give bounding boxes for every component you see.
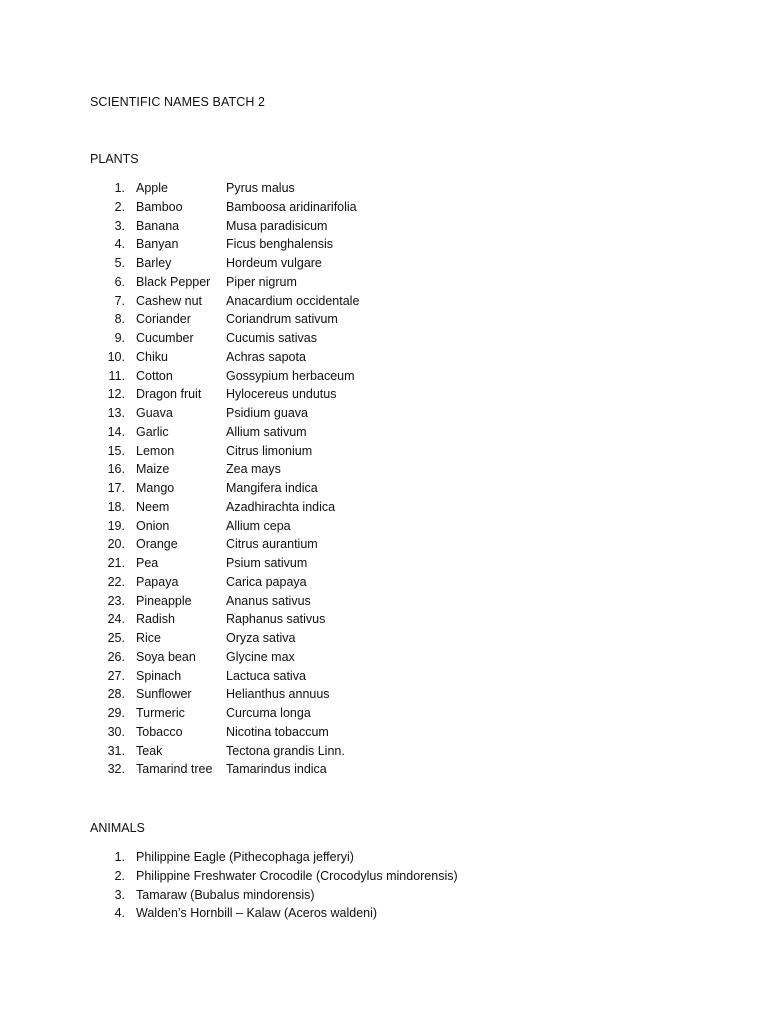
plant-list-item (0, 554, 768, 573)
plant-list-item (0, 254, 768, 273)
plant-list-item (0, 517, 768, 536)
plant-common-name: Turmeric (136, 706, 185, 720)
plant-common-name: Bamboo (136, 199, 183, 214)
plant-item-number: 30. (107, 724, 125, 739)
plant-item-number: 2. (114, 199, 125, 214)
animal-name: Tamaraw (Bubalus mindorensis) (136, 887, 315, 902)
plant-common-name: Sunflower (136, 687, 192, 702)
plant-common-name: Orange (136, 537, 178, 552)
plant-item-number: 13. (107, 406, 125, 420)
plant-common-name: Mango (136, 481, 175, 495)
animal-list-item (0, 886, 768, 905)
plant-scientific-name: Helianthus annuus (226, 687, 330, 702)
plant-list-item (0, 629, 768, 648)
plant-scientific-name: Mangifera indica (226, 481, 318, 495)
plant-common-name: Cashew nut (136, 293, 203, 308)
animal-item-number: 4. (114, 906, 125, 921)
plant-list-item (0, 460, 768, 479)
plant-list-item (0, 648, 768, 667)
plant-scientific-name: Allium cepa (226, 518, 291, 533)
plant-list-item (0, 704, 768, 723)
plant-common-name: Neem (136, 499, 170, 514)
plant-item-number: 8. (114, 312, 125, 327)
plant-scientific-name: Ananus sativus (226, 593, 311, 608)
plant-item-number: 21. (107, 556, 125, 570)
plant-item-number: 24. (107, 612, 125, 627)
plant-common-name: Spinach (136, 668, 182, 683)
plant-common-name: Tobacco (136, 724, 183, 739)
plant-list-item (0, 385, 768, 404)
plant-scientific-name: Coriandrum sativum (226, 312, 338, 327)
plant-list (0, 179, 768, 779)
plant-item-number: 15. (107, 443, 125, 458)
plant-item-number: 1. (114, 181, 125, 195)
plant-scientific-name: Piper nigrum (226, 274, 297, 289)
plant-common-name: Apple (136, 181, 168, 195)
plant-scientific-name: Bamboosa aridinarifolia (226, 199, 357, 214)
plant-scientific-name: Cucumis sativas (226, 331, 317, 345)
plant-scientific-name: Raphanus sativus (226, 612, 326, 627)
plant-item-number: 10. (107, 349, 125, 364)
plant-item-number: 28. (107, 687, 125, 702)
plant-list-item (0, 498, 768, 517)
plant-list-item (0, 329, 768, 348)
animal-item-number: 2. (114, 868, 125, 883)
plant-common-name: Cucumber (136, 331, 194, 345)
plant-scientific-name: Gossypium herbaceum (226, 368, 355, 383)
plant-scientific-name: Lactuca sativa (226, 668, 306, 683)
plant-scientific-name: Allium sativum (226, 424, 307, 439)
plant-list-item (0, 667, 768, 686)
animal-list-item (0, 867, 768, 886)
plant-item-number: 29. (107, 706, 125, 720)
plant-scientific-name: Tectona grandis Linn. (226, 743, 345, 758)
plant-scientific-name: Anacardium occidentale (226, 293, 360, 308)
plant-common-name: Coriander (136, 312, 191, 327)
plant-list-item (0, 723, 768, 742)
plant-common-name: Pea (136, 556, 159, 570)
animal-name: Philippine Eagle (Pithecophaga jefferyi) (136, 850, 354, 864)
plant-common-name: Maize (136, 462, 170, 477)
plant-list-item (0, 535, 768, 554)
plant-item-number: 7. (114, 293, 125, 308)
plant-scientific-name: Oryza sativa (226, 631, 296, 645)
plant-item-number: 32. (107, 762, 125, 777)
plant-item-number: 6. (114, 274, 125, 289)
animal-list-item (0, 848, 768, 867)
animals-heading: ANIMALS (90, 821, 145, 835)
plant-item-number: 14. (107, 424, 125, 439)
plant-list-item (0, 273, 768, 292)
plant-list-item (0, 479, 768, 498)
plant-item-number: 26. (107, 649, 125, 664)
plant-list-item (0, 423, 768, 442)
plant-common-name: Chiku (136, 349, 168, 364)
plant-common-name: Banana (136, 218, 180, 233)
plant-list-item (0, 179, 768, 198)
plant-common-name: Guava (136, 406, 173, 420)
plant-scientific-name: Carica papaya (226, 574, 307, 589)
plant-common-name: Black Pepper (136, 274, 211, 289)
plant-item-number: 17. (107, 481, 125, 495)
plant-list-item (0, 198, 768, 217)
plant-common-name: Tamarind tree (136, 762, 213, 777)
plant-item-number: 27. (107, 668, 125, 683)
animal-item-number: 1. (114, 850, 125, 864)
plant-common-name: Barley (136, 256, 172, 270)
plant-list-item (0, 742, 768, 761)
plant-scientific-name: Musa paradisicum (226, 218, 328, 233)
plant-scientific-name: Zea mays (226, 462, 281, 477)
plant-item-number: 4. (114, 237, 125, 252)
plant-item-number: 19. (107, 518, 125, 533)
plant-common-name: Radish (136, 612, 175, 627)
plant-list-item (0, 404, 768, 423)
plant-item-number: 22. (107, 574, 125, 589)
plant-list-item (0, 217, 768, 236)
plant-scientific-name: Pyrus malus (226, 181, 295, 195)
plant-item-number: 16. (107, 462, 125, 477)
plant-scientific-name: Curcuma longa (226, 706, 311, 720)
plant-scientific-name: Tamarindus indica (226, 762, 327, 777)
plant-scientific-name: Glycine max (226, 649, 295, 664)
plant-common-name: Dragon fruit (136, 387, 202, 402)
plant-item-number: 12. (107, 387, 125, 402)
animal-item-number: 3. (114, 887, 125, 902)
plant-list-item (0, 348, 768, 367)
animal-name: Walden’s Hornbill – Kalaw (Aceros waldeni) (136, 906, 378, 921)
plant-scientific-name: Ficus benghalensis (226, 237, 334, 252)
plant-scientific-name: Azadhirachta indica (226, 499, 336, 514)
plant-scientific-name: Hylocereus undutus (226, 387, 337, 402)
plant-common-name: Teak (136, 743, 163, 758)
plant-scientific-name: Psium sativum (226, 556, 308, 570)
plant-common-name: Lemon (136, 443, 175, 458)
plant-common-name: Soya bean (136, 649, 196, 664)
plant-common-name: Cotton (136, 368, 173, 383)
plant-scientific-name: Achras sapota (226, 349, 306, 364)
plant-common-name: Garlic (136, 424, 169, 439)
plant-list-item (0, 610, 768, 629)
plant-list-item (0, 235, 768, 254)
plant-list-item (0, 685, 768, 704)
plant-list-item (0, 573, 768, 592)
plant-scientific-name: Psidium guava (226, 406, 308, 420)
plant-item-number: 9. (114, 331, 125, 345)
plant-common-name: Onion (136, 518, 170, 533)
plant-list-item (0, 442, 768, 461)
plant-scientific-name: Citrus aurantium (226, 537, 318, 552)
animal-name: Philippine Freshwater Crocodile (Crocodylus mindorensis) (136, 868, 458, 883)
plant-item-number: 31. (107, 743, 125, 758)
plant-list-item (0, 367, 768, 386)
plant-common-name: Banyan (136, 237, 179, 252)
plant-list-item (0, 760, 768, 779)
plant-list-item (0, 592, 768, 611)
plant-common-name: Pineapple (136, 593, 192, 608)
plants-heading: PLANTS (90, 152, 139, 166)
animal-list (0, 848, 768, 923)
plant-item-number: 20. (107, 537, 125, 552)
plant-list-item (0, 292, 768, 311)
plant-item-number: 5. (114, 256, 125, 270)
document-title: SCIENTIFIC NAMES BATCH 2 (90, 95, 266, 109)
plant-item-number: 3. (114, 218, 125, 233)
plant-common-name: Papaya (136, 574, 179, 589)
plant-item-number: 23. (107, 593, 125, 608)
animal-list-item (0, 904, 768, 923)
plant-scientific-name: Nicotina tobaccum (226, 724, 329, 739)
plant-item-number: 25. (107, 631, 125, 645)
plant-item-number: 18. (107, 499, 125, 514)
plant-list-item (0, 310, 768, 329)
plant-common-name: Rice (136, 631, 162, 645)
plant-scientific-name: Hordeum vulgare (226, 256, 322, 270)
plant-item-number: 11. (108, 368, 125, 383)
plant-scientific-name: Citrus limonium (226, 443, 313, 458)
